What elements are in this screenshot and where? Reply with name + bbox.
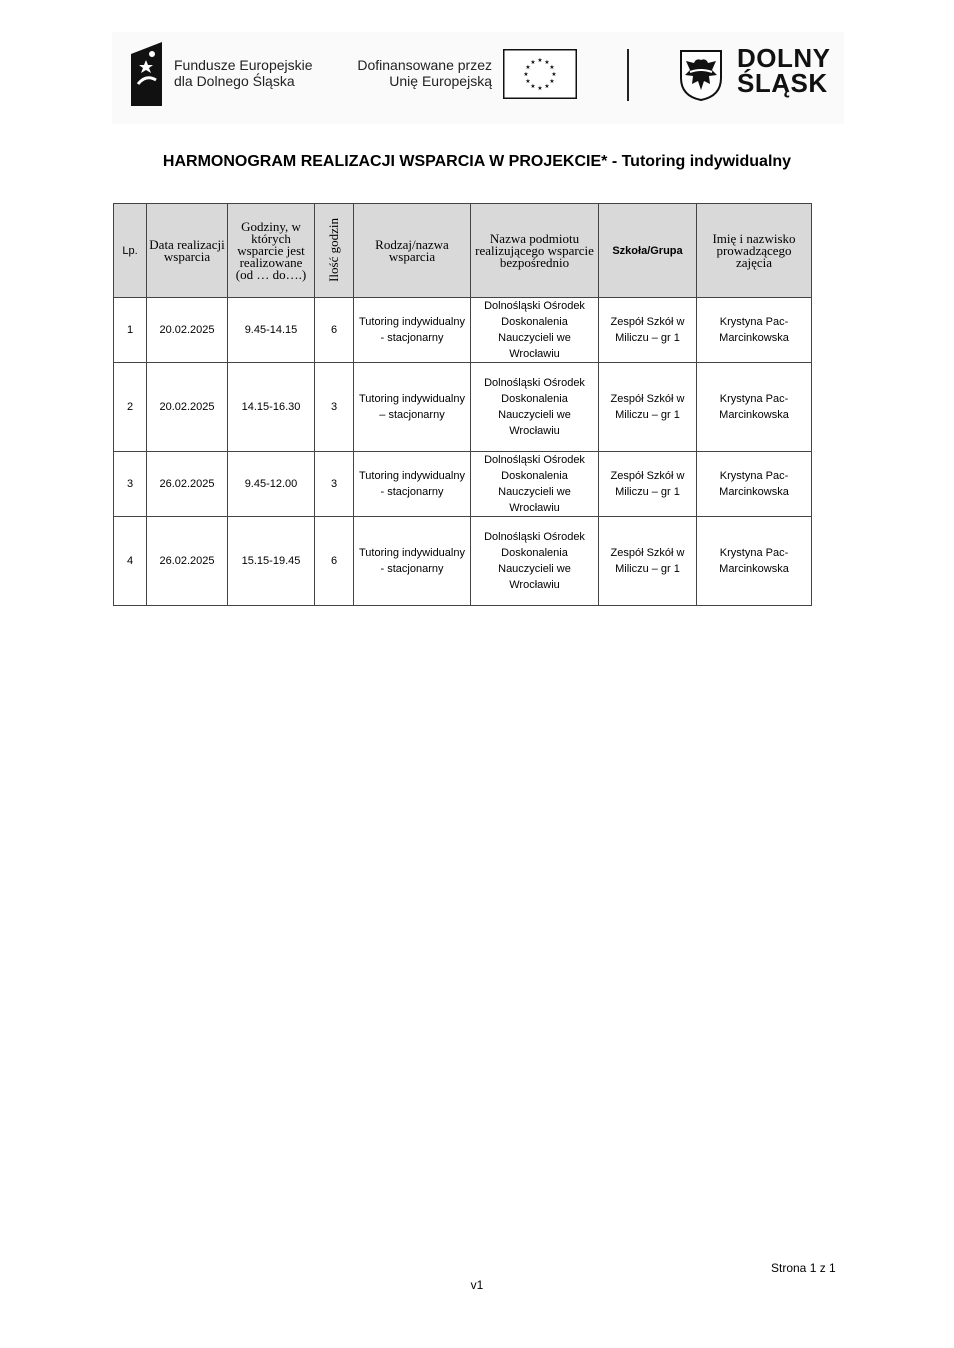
- header-data: Data realizacji wsparcia: [147, 204, 228, 298]
- cell-ilosc: 6: [315, 298, 354, 363]
- cell-podmiot: Dolnośląski Ośrodek Doskonalenia Nauczycieli we Wrocławiu: [471, 452, 599, 517]
- table-row: [114, 452, 812, 517]
- cell-szkola: Zespół Szkół w Miliczu – gr 1: [599, 517, 697, 606]
- ds-line-2: ŚLĄSK: [737, 68, 828, 98]
- dof-line-1: Dofinansowane przez: [357, 57, 492, 73]
- version-label: v1: [470, 1278, 484, 1292]
- table-row: [114, 298, 812, 363]
- header-rodzaj: Rodzaj/nazwa wsparcia: [354, 204, 471, 298]
- table-row: [114, 517, 812, 606]
- dolny-slask-text: [737, 43, 831, 98]
- cell-godziny: 15.15-19.45: [228, 517, 315, 606]
- dof-line-2: Unię Europejską: [389, 73, 492, 89]
- fe-line-2: dla Dolnego Śląska: [174, 73, 295, 89]
- fundusze-europejskie-logo-icon: [128, 40, 164, 106]
- cell-ilosc: 3: [315, 363, 354, 452]
- cell-rodzaj: Tutoring indywidualny – stacjonarny: [354, 363, 471, 452]
- svg-text:★: ★: [530, 59, 536, 66]
- cell-lp: 1: [114, 298, 147, 363]
- header-podmiot: Nazwa podmiotu realizującego wsparcie bezpośrednio: [471, 204, 599, 298]
- fe-line-1: Fundusze Europejskie: [174, 57, 313, 73]
- cell-prowadzacy: Krystyna Pac-Marcinkowska: [697, 452, 812, 517]
- cell-data: 26.02.2025: [147, 452, 228, 517]
- document-title: HARMONOGRAM REALIZACJI WSPARCIA W PROJEKCIE* - Tutoring indywidualny: [162, 153, 792, 170]
- cell-ilosc: 3: [315, 452, 354, 517]
- fundusze-europejskie-text: [174, 57, 313, 89]
- cell-lp: 3: [114, 452, 147, 517]
- cell-szkola: Zespół Szkół w Miliczu – gr 1: [599, 298, 697, 363]
- table-header-row: [114, 204, 812, 298]
- cell-prowadzacy: Krystyna Pac-Marcinkowska: [697, 298, 812, 363]
- cell-prowadzacy: Krystyna Pac-Marcinkowska: [697, 517, 812, 606]
- cell-data: 20.02.2025: [147, 298, 228, 363]
- header-prowadzacy: Imię i nazwisko prowadzącego zajęcia: [697, 204, 812, 298]
- cell-rodzaj: Tutoring indywidualny - stacjonarny: [354, 452, 471, 517]
- cell-rodzaj: Tutoring indywidualny - stacjonarny: [354, 517, 471, 606]
- svg-text:★: ★: [549, 64, 555, 71]
- cell-lp: 2: [114, 363, 147, 452]
- eu-flag-icon: [503, 49, 577, 99]
- page-number: Strona 1 z 1: [771, 1261, 836, 1275]
- svg-text:★: ★: [530, 83, 536, 90]
- header-lp: Lp.: [114, 204, 147, 298]
- svg-text:★: ★: [544, 83, 550, 90]
- cell-ilosc: 6: [315, 517, 354, 606]
- dolny-slask-eagle-crest-icon: [678, 48, 724, 102]
- cell-prowadzacy: Krystyna Pac-Marcinkowska: [697, 363, 812, 452]
- cell-data: 20.02.2025: [147, 363, 228, 452]
- svg-text:★: ★: [537, 85, 543, 92]
- cell-data: 26.02.2025: [147, 517, 228, 606]
- svg-text:★: ★: [544, 59, 550, 66]
- dofinansowane-text: [346, 57, 492, 89]
- cell-godziny: 14.15-16.30: [228, 363, 315, 452]
- cell-szkola: Zespół Szkół w Miliczu – gr 1: [599, 363, 697, 452]
- svg-text:★: ★: [551, 71, 557, 78]
- cell-rodzaj: Tutoring indywidualny - stacjonarny: [354, 298, 471, 363]
- schedule-table: [113, 203, 812, 606]
- svg-text:★: ★: [525, 78, 531, 85]
- header-godziny: Godziny, w których wsparcie jest realizowane (od … do….): [228, 204, 315, 298]
- header-ilosc-cell: [315, 204, 354, 298]
- ds-line-1: DOLNY: [737, 43, 831, 73]
- svg-text:★: ★: [537, 57, 543, 64]
- svg-text:★: ★: [523, 71, 529, 78]
- header-szkola: Szkoła/Grupa: [599, 204, 697, 298]
- cell-podmiot: Dolnośląski Ośrodek Doskonalenia Nauczycieli we Wrocławiu: [471, 298, 599, 363]
- cell-podmiot: Dolnośląski Ośrodek Doskonalenia Nauczycieli we Wrocławiu: [471, 363, 599, 452]
- cell-godziny: 9.45-14.15: [228, 298, 315, 363]
- cell-podmiot: Dolnośląski Ośrodek Doskonalenia Nauczycieli we Wrocławiu: [471, 517, 599, 606]
- svg-text:★: ★: [525, 64, 531, 71]
- header-ilosc: Ilość godzin: [326, 217, 341, 282]
- header-divider: [627, 49, 629, 101]
- cell-lp: 4: [114, 517, 147, 606]
- cell-godziny: 9.45-12.00: [228, 452, 315, 517]
- table-row: [114, 363, 812, 452]
- cell-szkola: Zespół Szkół w Miliczu – gr 1: [599, 452, 697, 517]
- svg-text:★: ★: [549, 78, 555, 85]
